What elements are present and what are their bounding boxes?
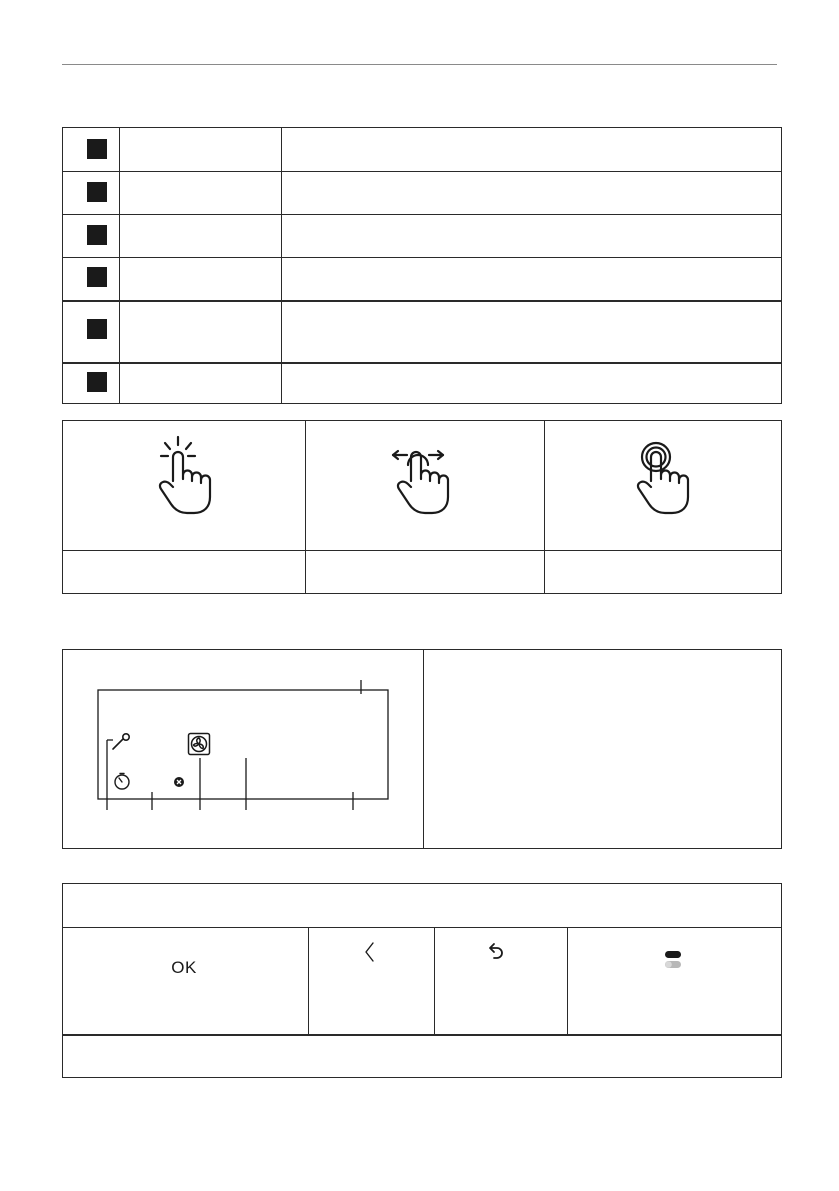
marker-square-icon [87,319,107,339]
marker-square-icon [87,182,107,202]
table-row [63,171,781,215]
fan-mode-icon [187,732,211,756]
display-frame [98,690,388,799]
table-row [63,362,781,403]
table-row [63,214,781,258]
marker-square-icon [87,267,107,287]
marker-square-icon [87,225,107,245]
timer-icon [113,772,131,790]
display-diagram-box [62,649,782,849]
table-row [63,128,781,172]
tap-gesture-icon [145,435,225,519]
marker-square-icon [87,372,107,392]
controls-table [62,883,782,1078]
toggle-switch-icon[interactable] [663,949,685,971]
table-row [63,300,781,364]
gesture-table [62,420,782,594]
meat-probe-icon [111,732,133,752]
ok-button[interactable]: OK [171,958,197,977]
back-chevron-icon[interactable] [363,941,377,963]
swipe-gesture-icon [383,435,463,519]
undo-arrow-icon[interactable] [486,942,506,962]
press-hold-gesture-icon [623,435,703,519]
marker-square-icon [87,139,107,159]
table-row [63,257,781,302]
header-rule [62,64,777,65]
cancel-icon [174,777,184,787]
symbol-table [62,127,782,404]
